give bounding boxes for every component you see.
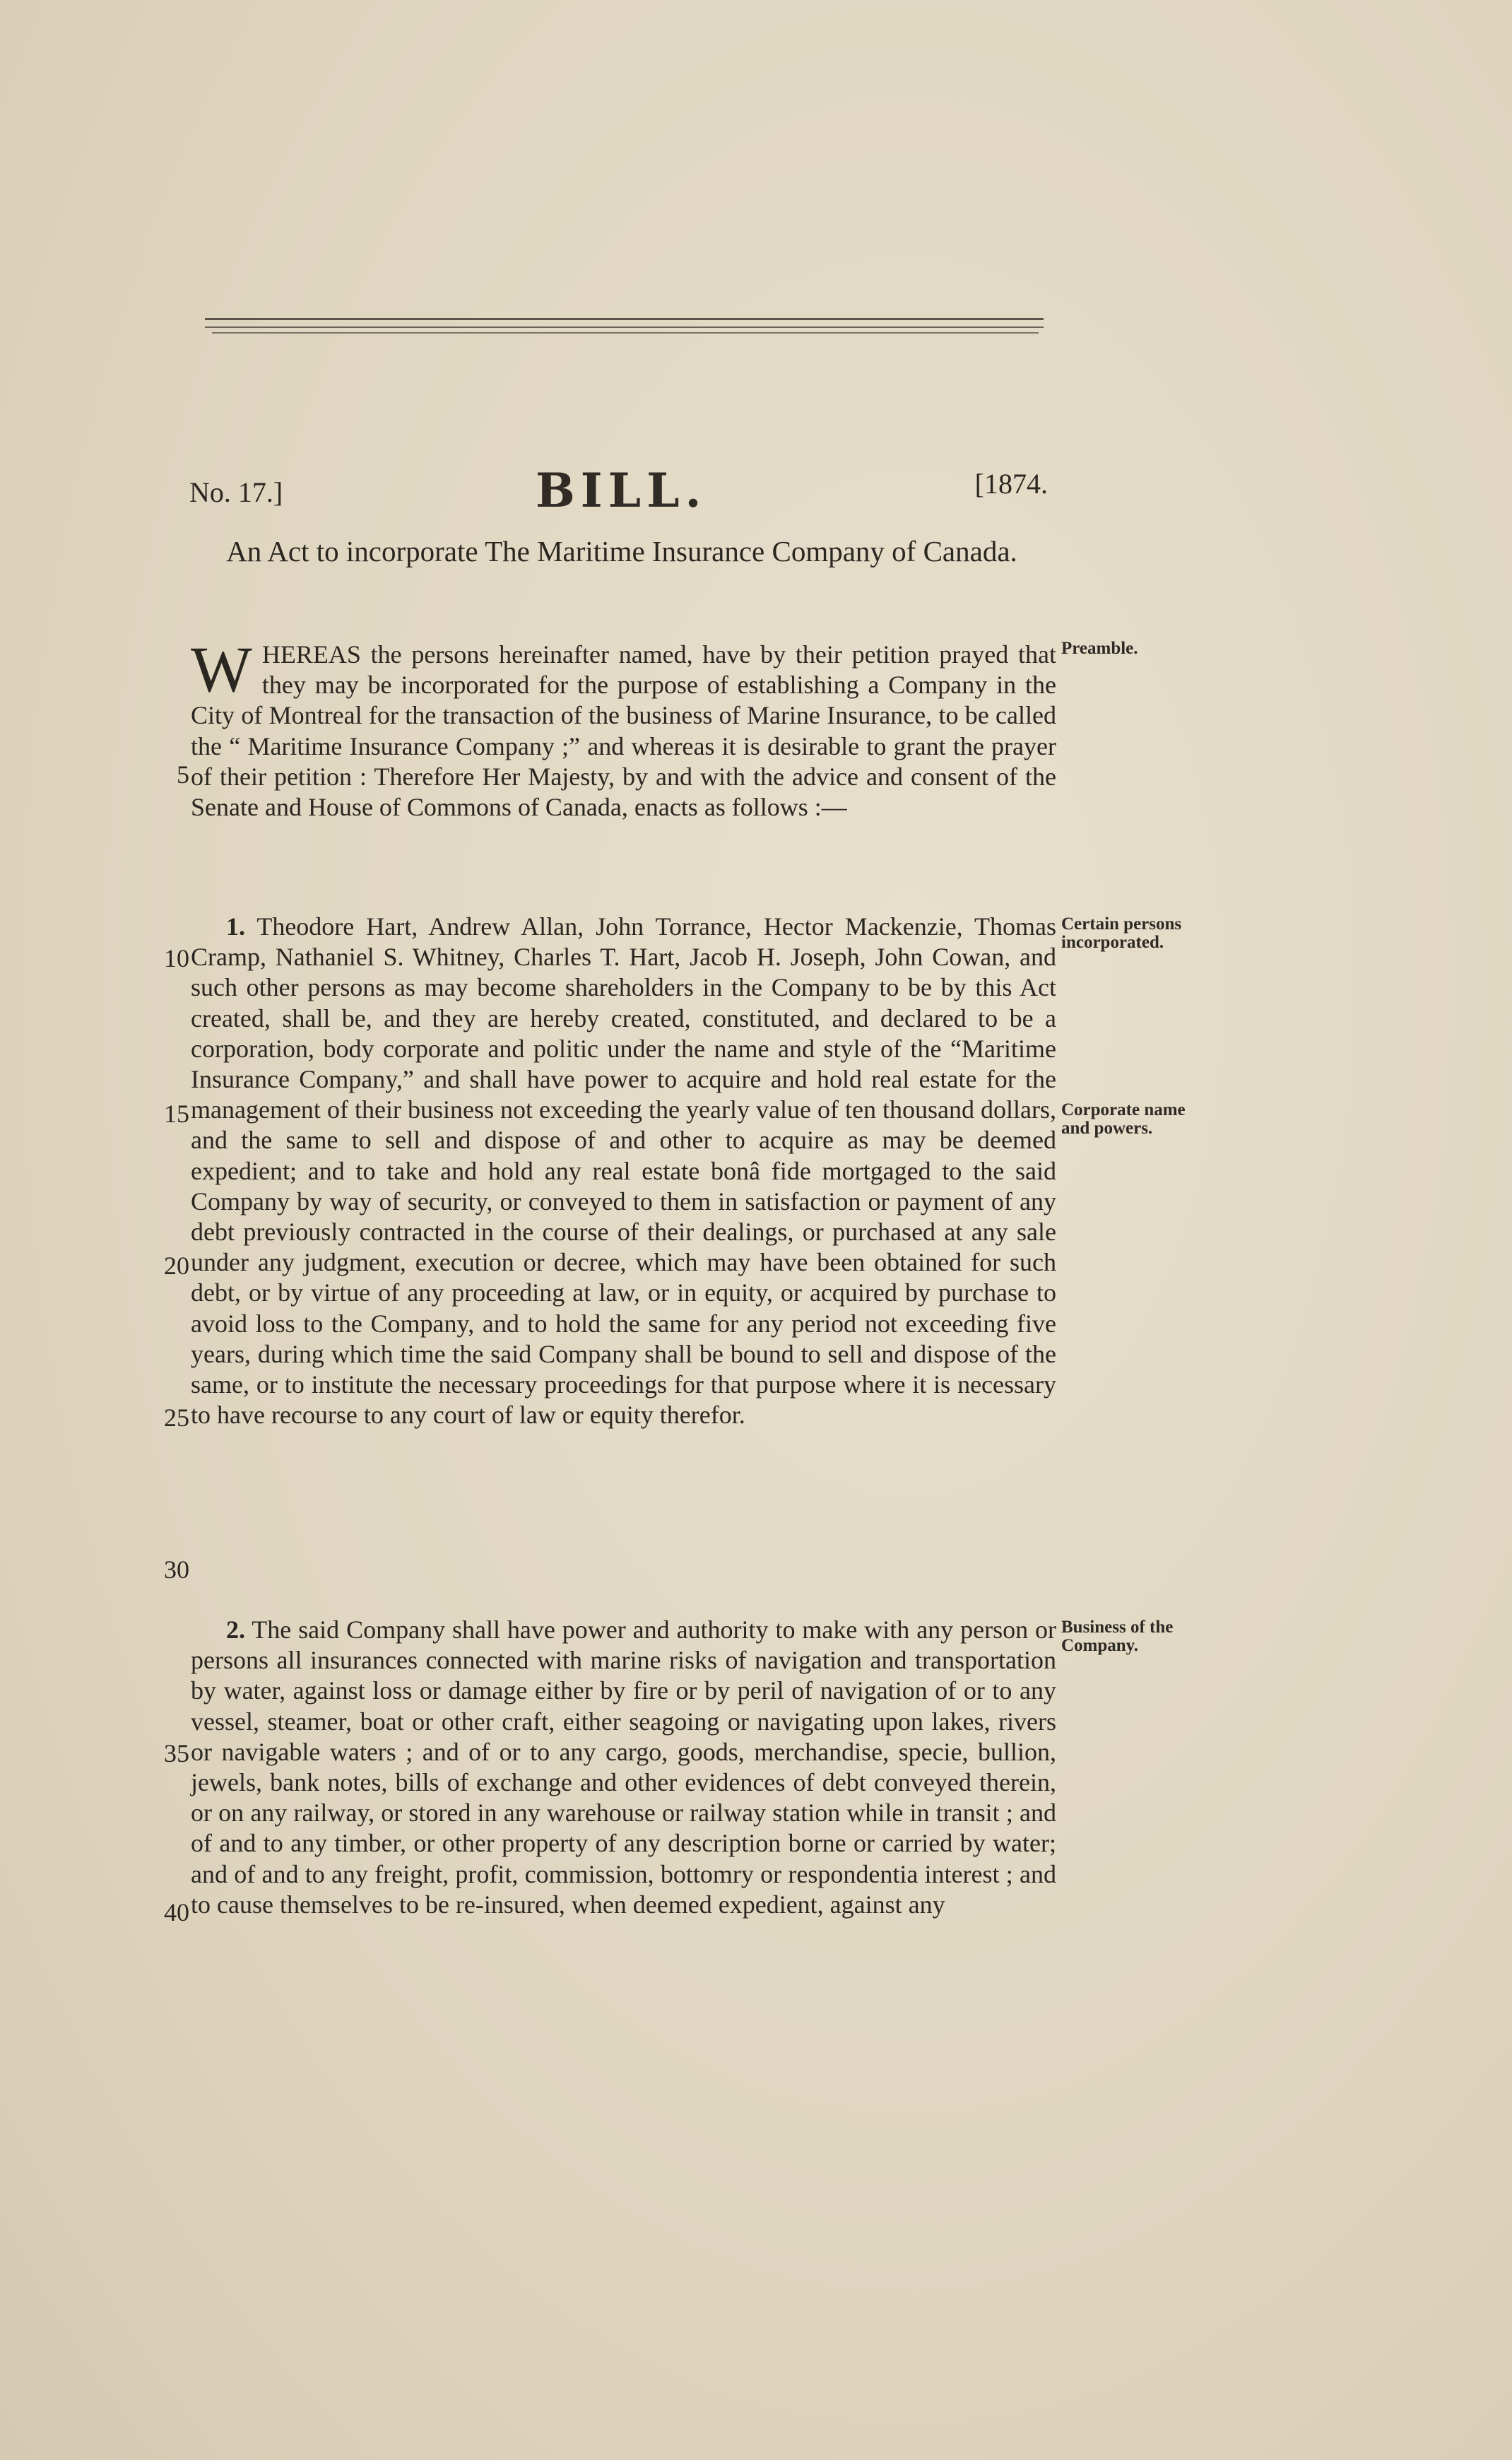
line-number: 35 [164, 1739, 189, 1767]
line-number: 10 [164, 944, 189, 972]
side-note-certain-persons: Certain persons incorporated. [1061, 914, 1182, 952]
section-1-text: Theodore Hart, Andrew Allan, John Torrance, Hector Mackenzie, Thomas Cramp, Nathaniel S. Whitney, Charles T. Hart, Jacob H. Joseph, John Cowan, and such other persons as may become shareholders in the Company to be by this Act created, shall be, and they are hereby created, constituted, and declared to be a corporation, body corporate and politic under the name and style of the “Maritime Insurance Company,” and shall have power to acquire and hold real estate for the management of their business not exceeding the yearly value of ten thousand dollars, and the same to sell and dispose of and other to acquire as may be deemed expedient; and to take and hold any real estate bonâ fide mortgaged to the said Company by way of security, or conveyed to them in satisfaction or payment of any debt previously contracted in the course of their dealings, or purchased at any sale under any judgment, execution or decree, which may have been obtained for such debt, or by virtue of any proceeding at law, or in equity, or acquired by purchase to avoid loss to the Company, and to hold the same for any period not exceeding five years, during which time the said Company shall be bound to sell and dispose of the same, or to institute the necessary proceedings for that purpose where it is necessary to have recourse to any court of law or equity therefor. [191, 912, 1056, 1430]
side-note-preamble: Preamble. [1061, 639, 1138, 658]
section-2-number: 2. [226, 1616, 245, 1644]
preamble-dropcap: W [191, 633, 252, 705]
side-note-business: Business of the Company. [1061, 1618, 1174, 1655]
preamble-text: HEREAS the persons hereinafter named, have by their petition prayed that they may be incorporated for the purpose of establishing a Company in the City of Montreal for the transaction of the business of Marine Insurance, to be called the “ Maritime Insurance Company ;” and whereas it is desirable to grant the prayer of their petition : Therefore Her Majesty, by and with the advice and consent of the Senate and House of Commons of Canada, enacts as follows :— [191, 640, 1056, 822]
top-rule [205, 318, 1044, 323]
act-title: An Act to incorporate The Maritime Insurance Company of Canada. [226, 535, 1017, 567]
section-2-text: The said Company shall have power and authority to make with any person or persons all insurances connected with marine risks of navigation and transportation by water, against loss or damage either by fire or by peril of navigation of or to any vessel, steamer, boat or other craft, either seagoing or navigating upon lakes, rivers or navigable waters ; and of or to any cargo, goods, merchandise, specie, bullion, jewels, bank notes, bills of exchange and other evidences of debt conveyed therein, or on any railway, or stored in any warehouse or railway station while in transit ; and of and to any timber, or other property of any description borne or carried by water; and of and to any freight, profit, commission, bottomry or respondentia interest ; and to cause themselves to be re-insured, when deemed expedient, against any [191, 1616, 1056, 1919]
bill-year: [1874. [974, 468, 1048, 500]
section-1-paragraph [191, 912, 1056, 1430]
top-rule [205, 326, 1044, 331]
line-number: 20 [164, 1252, 189, 1280]
top-rule [212, 332, 1039, 336]
line-number: 5 [177, 760, 189, 789]
bill-heading: BILL. [536, 463, 707, 518]
section-1-number: 1. [226, 912, 245, 941]
line-number: 30 [164, 1555, 189, 1584]
line-number: 25 [164, 1403, 189, 1432]
side-note-corporate-name: Corporate name and powers. [1061, 1100, 1186, 1138]
line-number: 15 [164, 1100, 189, 1128]
bill-number: No. 17.] [189, 476, 283, 508]
bill-header [189, 463, 1048, 519]
line-number: 40 [164, 1898, 189, 1926]
section-2-paragraph [191, 1615, 1056, 1920]
preamble-paragraph [191, 633, 1056, 823]
